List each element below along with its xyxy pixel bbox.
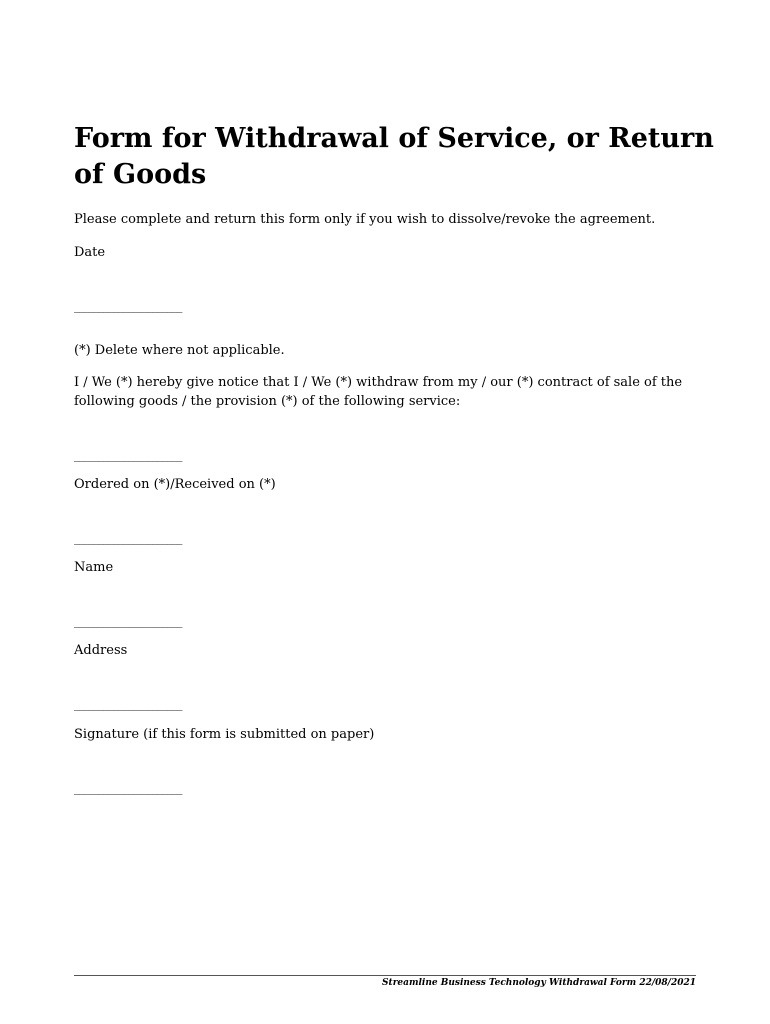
address-blank-line: ______________________ [74,698,182,711]
name-label: Name [74,560,114,575]
name-blank-line: ______________________ [74,615,182,628]
address-label: Address [74,643,128,658]
date-label: Date [74,245,106,260]
page-title: Form for Withdrawal of Service, or Return of Goods [74,123,714,190]
ordered-label: Ordered on (*)/Received on (*) [74,477,276,492]
date-blank-line: ______________________ [74,300,182,313]
footer-divider [74,975,696,976]
signature-blank-line: ______________________ [74,782,182,795]
intro-text: Please complete and return this form only if you wish to dissolve/revoke the agreement. [74,212,656,227]
goods-blank-line: ______________________ [74,449,182,462]
notice-text: I / We (*) hereby give notice that I / We (*) withdraw from my / our (*) contract of sale of the following goods / the provision (*) of the following service: [74,375,683,409]
footer-text: Streamline Business Technology Withdrawal Form 22/08/2021 [382,978,696,988]
signature-label: Signature (if this form is submitted on paper) [74,727,375,742]
delete-note: (*) Delete where not applicable. [74,343,285,358]
ordered-blank-line: ______________________ [74,532,182,545]
